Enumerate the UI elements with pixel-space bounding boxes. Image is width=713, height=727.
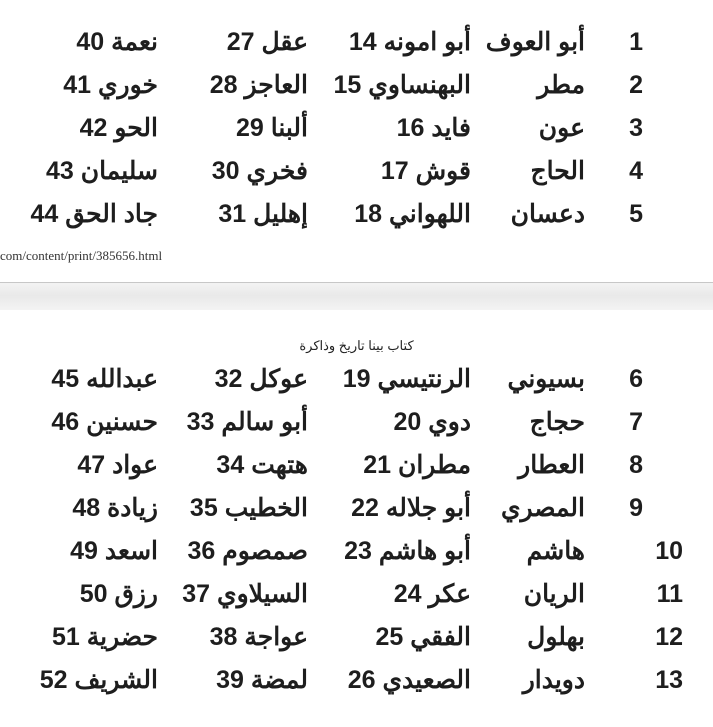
family-name: رزق [114, 580, 158, 608]
family-name: العاجز [244, 71, 308, 99]
family-name: دعسان [510, 200, 585, 228]
name-entry [344, 533, 471, 569]
name-entry [40, 662, 158, 698]
name-entry [376, 619, 471, 655]
entry-number: 33 [186, 408, 215, 436]
entry-number: 13 [655, 666, 683, 694]
family-name: هاشم [526, 537, 585, 565]
name-entry [236, 110, 308, 146]
family-name: أبو امونه [383, 28, 471, 56]
name-entry [363, 447, 471, 483]
entry-number: 45 [51, 365, 80, 393]
family-name: الشريف [74, 666, 158, 694]
family-name: حجاج [529, 408, 585, 436]
family-name: إهليل [253, 200, 308, 228]
entry-number: 46 [51, 408, 80, 436]
family-name: صمصوم [222, 537, 308, 565]
name-entry [218, 196, 308, 232]
name-entry [349, 24, 471, 60]
name-entry [212, 153, 308, 189]
entry-number: 27 [226, 28, 255, 56]
family-name: لمضة [250, 666, 308, 694]
entry-number: 14 [348, 28, 377, 56]
family-name: الخطيب [224, 494, 308, 522]
entry-number: 50 [79, 580, 108, 608]
entry-number: 51 [51, 623, 80, 651]
entry-number: 49 [70, 537, 98, 565]
entry-number: 42 [79, 114, 108, 142]
family-name: السيلاوي [217, 580, 308, 608]
entry-number: 30 [211, 157, 240, 185]
name-entry [80, 110, 158, 146]
name-entry [72, 490, 158, 526]
entry-number: 36 [187, 537, 216, 565]
name-entry [216, 447, 308, 483]
page-bottom [0, 310, 713, 727]
name-entry [453, 619, 683, 655]
family-name: اللهواني [388, 200, 471, 228]
name-entry [394, 576, 471, 612]
name-entry [210, 619, 308, 655]
entry-number: 4 [629, 157, 643, 185]
name-entry [227, 24, 308, 60]
family-name: أبو سالم [221, 408, 308, 436]
name-entry [46, 153, 158, 189]
family-name: مطر [537, 71, 585, 99]
entry-number: 6 [629, 365, 643, 393]
family-name: ألبنا [270, 114, 308, 142]
entry-number: 20 [393, 408, 422, 436]
name-entry [381, 153, 471, 189]
family-name: الرنتيسي [377, 365, 471, 393]
family-name: نعمة [111, 28, 158, 56]
entry-number: 38 [209, 623, 238, 651]
entry-number: 19 [342, 365, 371, 393]
entry-number: 32 [214, 365, 243, 393]
entry-number: 25 [375, 623, 404, 651]
family-name: عوكل [249, 365, 308, 393]
entry-number: 18 [354, 200, 383, 228]
entry-number: 12 [655, 623, 683, 651]
family-name: أبو جلاله [385, 494, 471, 522]
name-entry [77, 447, 158, 483]
family-name: أبو هاشم [378, 537, 471, 565]
name-entry [190, 490, 308, 526]
entry-number: 24 [393, 580, 422, 608]
family-name: دويدار [522, 666, 585, 694]
family-name: الصعيدي [382, 666, 471, 694]
entry-number: 16 [396, 114, 425, 142]
entry-number: 17 [380, 157, 409, 185]
family-name: اسعد [104, 537, 158, 565]
name-entry [348, 662, 471, 698]
entry-number: 9 [629, 494, 643, 522]
entry-number: 11 [656, 580, 683, 608]
entry-number: 44 [30, 200, 59, 228]
entry-number: 5 [629, 200, 643, 228]
entry-number: 3 [629, 114, 643, 142]
entry-number: 2 [629, 71, 643, 99]
family-name: خوري [97, 71, 158, 99]
entry-number: 1 [629, 28, 643, 56]
name-entry [182, 576, 308, 612]
name-entry [453, 662, 683, 698]
name-entry [334, 67, 472, 103]
entry-number: 41 [63, 71, 92, 99]
family-name: المصري [500, 494, 585, 522]
name-entry [351, 490, 471, 526]
name-entry [187, 533, 308, 569]
family-name: هتهت [251, 451, 308, 479]
entry-number: 37 [182, 580, 211, 608]
entry-number: 47 [77, 451, 106, 479]
entry-number: 43 [46, 157, 74, 185]
entry-number: 10 [655, 537, 683, 565]
name-entry [354, 196, 471, 232]
entry-number: 29 [235, 114, 264, 142]
print-url: com/content/print/385656.html [0, 248, 163, 263]
family-name: أبو العوف [485, 28, 585, 56]
name-entry [51, 404, 158, 440]
entry-number: 34 [216, 451, 245, 479]
family-name: عواد [112, 451, 158, 479]
name-entry [453, 576, 683, 612]
family-name: جاد الحق [65, 200, 158, 228]
family-name: قوش [415, 157, 471, 185]
family-name: الفقي [410, 623, 471, 651]
family-name: الحو [114, 114, 158, 142]
entry-number: 52 [39, 666, 68, 694]
entry-number: 40 [76, 28, 105, 56]
book-caption: كتاب بينا تاريخ وذاكرة [299, 338, 414, 353]
entry-number: 23 [344, 537, 372, 565]
entry-number: 48 [72, 494, 101, 522]
name-entry [343, 361, 471, 397]
entry-number: 21 [363, 451, 392, 479]
name-entry [70, 533, 158, 569]
entry-number: 8 [629, 451, 643, 479]
name-entry [397, 110, 471, 146]
family-name: حسنين [86, 408, 158, 436]
name-entry [63, 67, 158, 103]
entry-number: 28 [209, 71, 238, 99]
name-entry [52, 619, 158, 655]
family-name: الحاج [530, 157, 585, 185]
family-name: الريان [523, 580, 585, 608]
name-entry [31, 196, 158, 232]
family-name: البهنساوي [368, 71, 471, 99]
name-entry [210, 67, 308, 103]
family-name: عواجة [244, 623, 308, 651]
family-name: بهلول [527, 623, 585, 651]
family-name: مطران [398, 451, 471, 479]
family-name: عكر [428, 580, 471, 608]
name-entry [215, 361, 308, 397]
family-name: عقل [261, 28, 308, 56]
family-name: زيادة [107, 494, 158, 522]
entry-number: 7 [629, 408, 643, 436]
family-name: العطار [518, 451, 585, 479]
name-entry [80, 576, 158, 612]
name-entry [76, 24, 158, 60]
entry-number: 31 [218, 200, 247, 228]
family-name: دوي [428, 408, 471, 436]
family-name: فخري [246, 157, 308, 185]
name-entry [393, 404, 471, 440]
family-name: فايد [431, 114, 471, 142]
family-name: عبدالله [86, 365, 158, 393]
entry-number: 15 [333, 71, 362, 99]
family-name: بسيوني [507, 365, 585, 393]
family-name: حضرية [86, 623, 158, 651]
entry-number: 39 [216, 666, 244, 694]
entry-number: 26 [347, 666, 376, 694]
entry-number: 35 [189, 494, 218, 522]
name-entry [187, 404, 308, 440]
family-name: عون [538, 114, 585, 142]
name-entry [453, 533, 683, 569]
family-name: سليمان [80, 157, 158, 185]
entry-number: 22 [351, 494, 379, 522]
page-top [0, 0, 713, 282]
name-entry [216, 662, 308, 698]
name-entry [51, 361, 158, 397]
page-separator [0, 282, 713, 312]
